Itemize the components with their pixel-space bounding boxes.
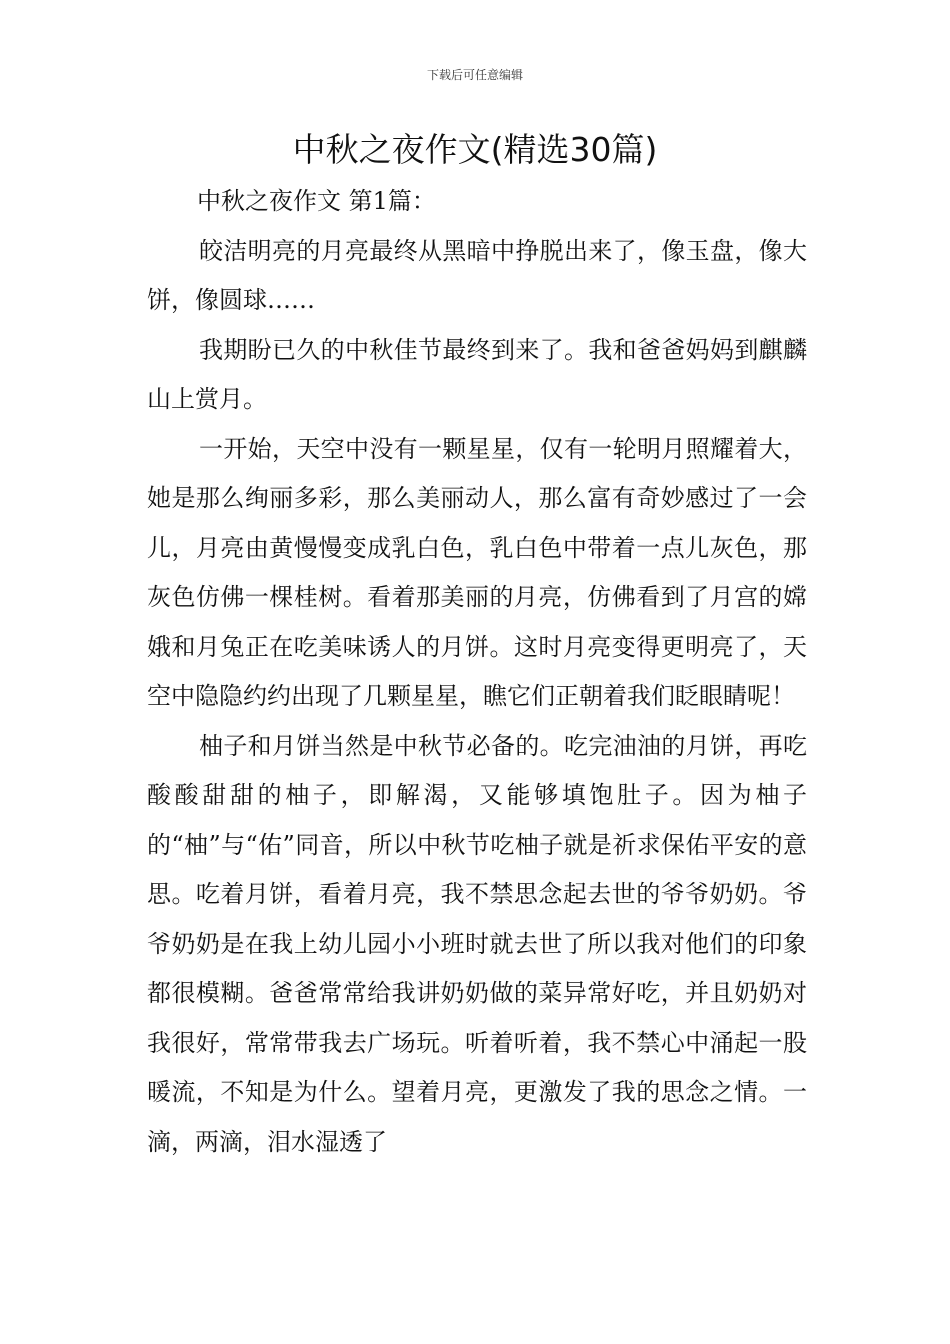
paragraph-4: 柚子和月饼当然是中秋节必备的。吃完油油的月饼，再吃酸酸甜甜的柚子，即解渴，又能够填饱肚子。因为柚子的“柚”与“佑”同音，所以中秋节吃柚子就是祈求保佑平安的意思。吃着月饼，看着月亮，我不禁思念起去世的爷爷奶奶。爷爷奶奶是在我上幼儿园小小班时就去世了所以我对他们的印象都很模糊。爸爸常常给我讲奶奶做的菜异常好吃，并且奶奶对我很好，常常带我去广场玩。听着听着，我不禁心中涌起一股暖流，不知是为什么。望着月亮，更激发了我的思念之情。一滴，两滴，泪水湿透了 [147,731,807,1156]
page-header-note: 下载后可任意编辑 [426,68,523,82]
document-title: 中秋之夜作文(精选30篇) [292,130,658,169]
paragraph-1: 皎洁明亮的月亮最终从黑暗中挣脱出来了，像玉盘，像大饼，像圆球…… [147,236,807,314]
section-heading: 中秋之夜作文 第1篇： [197,187,436,215]
paragraph-2: 我期盼已久的中秋佳节最终到来了。我和爸爸妈妈到麒麟山上赏月。 [147,335,807,413]
paragraph-3: 一开始，天空中没有一颗星星，仅有一轮明月照耀着大，她是那么绚丽多彩，那么美丽动人，那么富有奇妙感过了一会儿，月亮由黄慢慢变成乳白色，乳白色中带着一点儿灰色，那灰色仿佛一棵桂树。看着那美丽的月亮，仿佛看到了月宫的嫦娥和月兔正在吃美味诱人的月饼。这时月亮变得更明亮了，天空中隐隐约约出现了几颗星星，瞧它们正朝着我们眨眼睛呢！ [147,434,807,710]
document-body [147,177,807,1167]
